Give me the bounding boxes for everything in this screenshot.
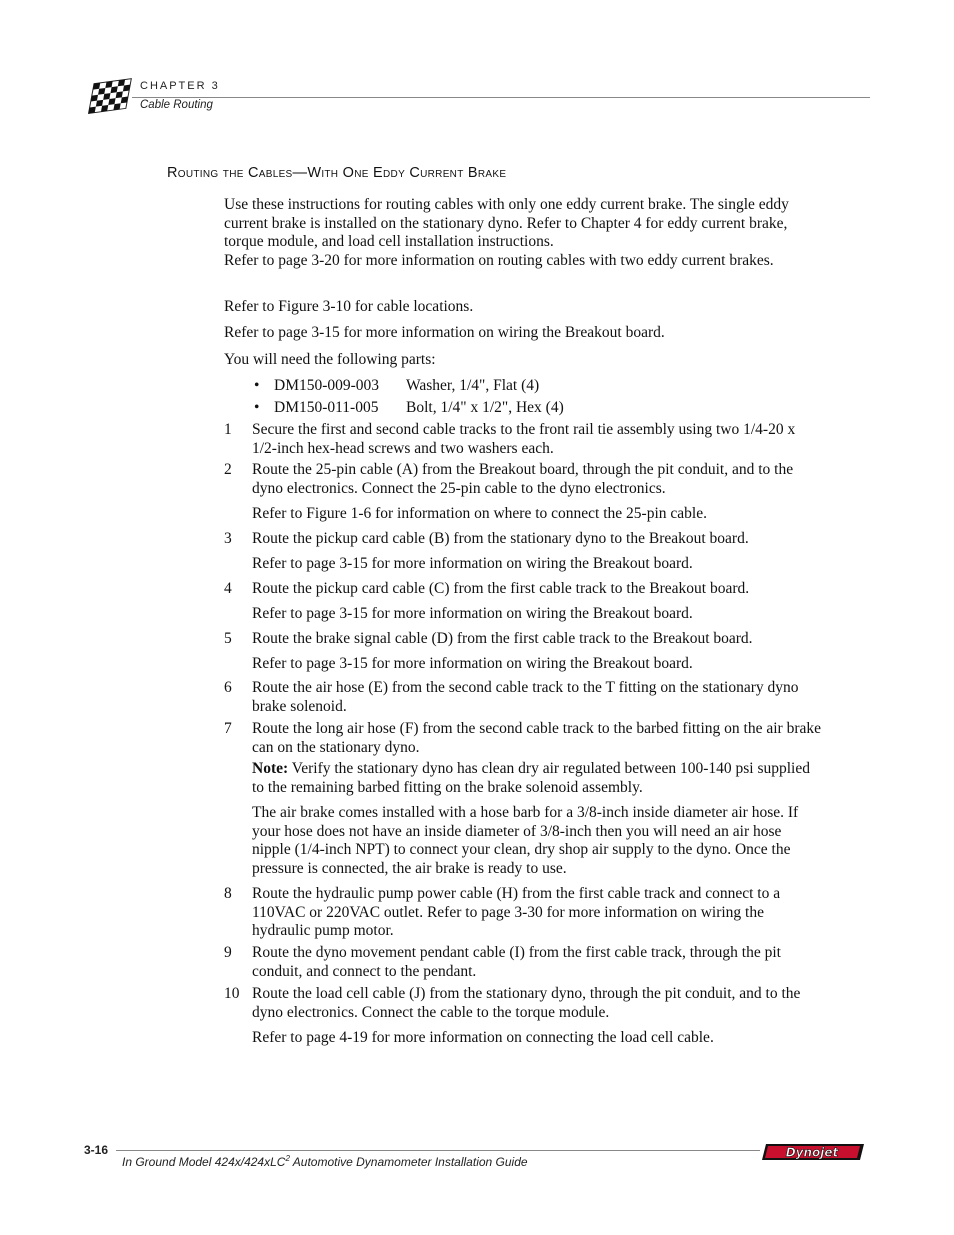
intro-paragraph (224, 196, 824, 270)
parts-intro: You will need the following parts: (224, 351, 436, 368)
step-number: 5 (224, 630, 232, 647)
step-number: 6 (224, 679, 232, 696)
step-text: Route the pickup card cable (C) from the first cable track to the Breakout board. (252, 580, 750, 597)
part-description: Washer, 1/4", Flat (4) (406, 377, 540, 394)
step-text: Route the brake signal cable (D) from the first cable track to the Breakout board. (252, 630, 753, 647)
intro-text: Use these instructions for routing cables with only one eddy current brake. The single eddy current brake is installed on the stationary dyno. Refer to Chapter 4 for eddy current brake, torque module, and load cell installation instructions. (224, 196, 789, 251)
step-3-note: Refer to page 3-15 for more information on wiring the Breakout board. (252, 555, 693, 572)
intro-text-2: Refer to page 3-20 for more information on routing cables with two eddy current brakes. (224, 251, 774, 269)
dynojet-logo (762, 1142, 866, 1162)
part-number: DM150-009-003 (274, 377, 380, 394)
header-rule (132, 97, 870, 98)
guide-title (122, 1154, 528, 1169)
step-text: Route the dyno movement pendant cable (I) from the first cable track, through the pit conduit, and connect to the pendant. (252, 944, 781, 980)
note-text: Verify the stationary dyno has clean dry air regulated between 100-140 psi supplied to the remaining barbed fitting on the brake solenoid assembly. (252, 760, 810, 796)
step-text: Route the air hose (E) from the second cable track to the T fitting on the stationary dyno brake solenoid. (252, 679, 799, 715)
step-number: 2 (224, 461, 232, 478)
step-text: Secure the first and second cable tracks to the front rail tie assembly using two 1/4-20 x 1/2-inch hex-head screws and two washers each. (252, 421, 796, 457)
step-text: Route the load cell cable (J) from the stationary dyno, through the pit conduit, and to the dyno electronics. Connect the cable to the torque module. (252, 985, 801, 1021)
step-number: 8 (224, 885, 232, 902)
bullet: • (254, 399, 260, 416)
part-number: DM150-011-005 (274, 399, 379, 416)
guide-title-rest: Automotive Dynamometer Installation Guide (289, 1155, 528, 1169)
bullet: • (254, 377, 260, 394)
step-text: Route the 25-pin cable (A) from the Breakout board, through the pit conduit, and to the dyno electronics. Connect the 25-pin cable to the dyno electronics. (252, 461, 794, 497)
step-7-note (252, 760, 824, 797)
footer-rule (116, 1150, 760, 1151)
section-label: Cable Routing (140, 99, 213, 111)
step-number: 7 (224, 720, 232, 737)
step-text: Route the long air hose (F) from the second cable track to the barbed fitting on the air brake can on the stationary dyno. (252, 720, 822, 756)
step-number: 3 (224, 530, 232, 547)
step-5-note: Refer to page 3-15 for more information on wiring the Breakout board. (252, 655, 693, 672)
step-number: 9 (224, 944, 232, 961)
step-text: Route the hydraulic pump power cable (H) from the first cable track and connect to a 110VAC or 220VAC outlet. Refer to page 3-30 for more information on wiring the hydraulic pump motor. (252, 885, 781, 940)
section-title: Routing the Cables—With One Eddy Current Brake (167, 165, 507, 181)
step-number: 10 (224, 985, 240, 1002)
note-label: Note: (252, 760, 289, 777)
guide-title-main: In Ground Model 424x/424xLC (122, 1155, 286, 1169)
page-number: 3-16 (84, 1143, 109, 1157)
step-2-note: Refer to Figure 1-6 for information on where to connect the 25-pin cable. (252, 505, 707, 522)
step-7-paragraph: The air brake comes installed with a hose barb for a 3/8-inch inside diameter air hose. If your hose does not have an inside diameter of 3/8-inch then you will need an air hose nipple (1/4-inch NPT) to connect your clean, dry shop air supply to the dyno. Once the pressure is connected, the air brake is ready to use. (252, 804, 799, 877)
checkered-flag-icon (84, 78, 134, 118)
wiring-reference: Refer to page 3-15 for more information on wiring the Breakout board. (224, 324, 665, 341)
chapter-label: CHAPTER 3 (140, 80, 220, 92)
step-number: 4 (224, 580, 232, 597)
logo-text: Dynojet (785, 1145, 839, 1160)
step-text: Route the pickup card cable (B) from the stationary dyno to the Breakout board. (252, 530, 749, 547)
step-4-note: Refer to page 3-15 for more information on wiring the Breakout board. (252, 605, 693, 622)
figure-reference: Refer to Figure 3-10 for cable locations. (224, 298, 474, 315)
step-number: 1 (224, 421, 232, 438)
part-description: Bolt, 1/4" x 1/2", Hex (4) (406, 399, 564, 416)
step-10-note: Refer to page 4-19 for more information on connecting the load cell cable. (252, 1029, 714, 1046)
guide-title-superscript: 2 (285, 1154, 290, 1163)
